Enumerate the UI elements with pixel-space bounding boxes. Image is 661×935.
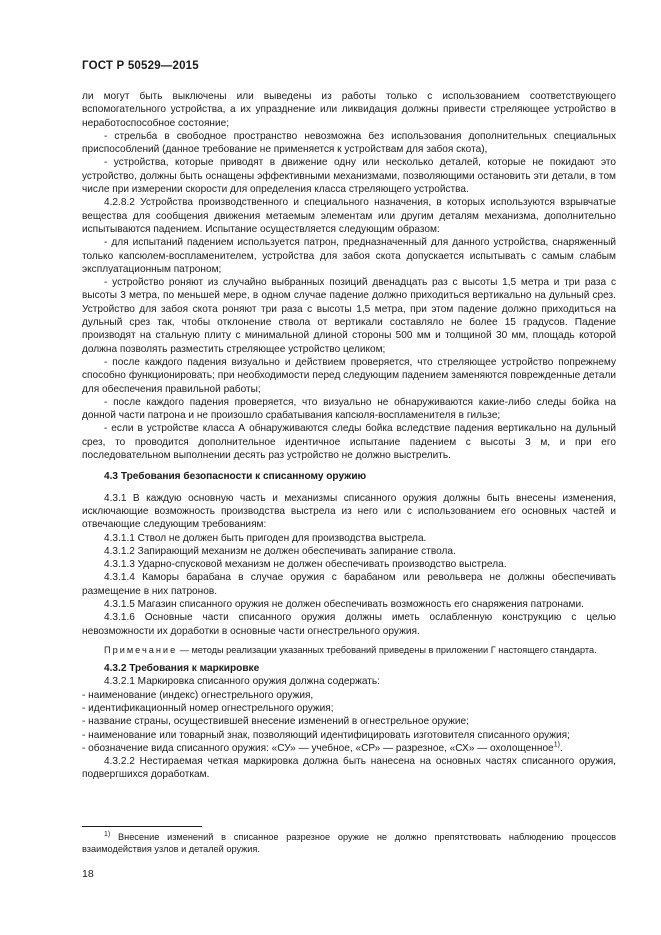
list-item: - для испытаний падением используется патрон, предназначенный для данного устройства, снаряженный только капсюлем-воспламенителем, устройства для забоя скота допускается испытывать с самым слабым эксплуатационным патроном; — [82, 237, 616, 275]
list-item: - если в устройстве класса А обнаруживаются следы бойка вследствие падения вертикально на дульный срез, то проводится дополнительное идентичное испытание падением с высоты 3 м, и при его последовательном выполнении десять раз устройство не должно выстрелить. — [82, 423, 616, 462]
document-body — [82, 90, 616, 782]
list-item: - наименование или товарный знак, позволяющий идентифицировать изготовителя списанного оружия; — [82, 729, 570, 741]
list-item — [82, 742, 616, 755]
paragraph: ли могут быть выключены или выведены из работы только с использованием соответствующего вспомогательного устройства, а их упразднение или ликвидация должны привести стреляющее устройство в неработоспособное состояние; — [82, 91, 616, 129]
list-item: - стрельба в свободное пространство невозможна без использования дополнительных специальных приспособлений (данное требование не применяется к устройствам для забоя скота), — [82, 130, 616, 156]
paragraph-4-3-1-6: 4.3.1.6 Основные части списанного оружия должны иметь ослабленную конструкцию с целью невозможности их доработки в основные части огнестрельного оружия. — [82, 612, 616, 637]
list-item-text: - обозначение вида списанного оружия: «СУ» — учебное, «СР» — разрезное, «СХ» — охолощенное — [82, 742, 554, 754]
list-item: - после каждого падения проверяется, что визуально не обнаруживаются какие-либо следы бойка на донной части патрона и не произошло срабатывания капсюля-воспламенителя в гильзе; — [82, 396, 616, 422]
list-item: - название страны, осуществившей внесение изменений в огнестрельное оружие; — [82, 716, 469, 728]
section-heading-4-3: 4.3 Требования безопасности к списанному оружию — [104, 471, 367, 483]
footnote — [82, 831, 616, 855]
footnote-divider — [82, 826, 202, 827]
list-item: - устройства, которые приводят в движение одну или несколько деталей, которые не покидают это устройство, должны быть оснащены эффективными механизмами, позволяющими остановить эти детали, в том числе при измерении скорости для определения класса стреляющего устройства. — [82, 157, 616, 196]
paragraph-4-2-8-2: 4.2.8.2 Устройства производственного и специального назначения, в которых используются взрывчатые вещества для сообщения движения метаемым элементам или другим деталям механизма, дополнительно испытываются падением. Испытание осуществляется следующим образом: — [82, 197, 616, 235]
page-number: 18 — [82, 868, 94, 880]
list-item: - устройство роняют из случайно выбранных позиций двенадцать раз с высоты 1,5 метра и три раза с высоты 3 метра, по меньшей мере, в одном случае падение должно приходиться вертикально на дульный срез. Устройство для забоя скота роняют три раза с высоты 1,5 метра, при этом падение должно приходиться на дульный срез так, чтобы отклонение ствола от вертикали составляло не более 15 градусов. Падение производят на стальную плиту с минимальной длиной стороны 500 мм и толщиной 30 мм, площадь которой должна позволять разместить стреляющее устройство целиком; — [82, 277, 616, 355]
footnote-mark: 1) — [104, 830, 111, 838]
paragraph-4-3-2-2: 4.3.2.2 Нестираемая четкая маркировка должна быть нанесена на основных частях списанного оружия, подвергшихся доработкам. — [82, 756, 616, 781]
paragraph-4-3-1-4: 4.3.1.4 Каморы барабана в случае оружия с барабаном или револьвера не должны обеспечивать размещение в них патронов. — [82, 572, 616, 597]
paragraph-4-3-1-3: 4.3.1.3 Ударно-спусковой механизм не должен обеспечивать производство выстрела. — [104, 559, 507, 571]
note-label: Примечание — [104, 644, 178, 655]
footnote-text: Внесение изменений в списанное разрезное оружие не должно препятствовать наблюдению процессов взаимодействия узлов и деталей оружия. — [82, 832, 616, 855]
paragraph-4-3-2-1: 4.3.2.1 Маркировка списанного оружия должна содержать: — [104, 676, 380, 688]
list-item: - наименование (индекс) огнестрельного оружия, — [82, 689, 314, 701]
footnote-ref: 1) — [553, 741, 560, 749]
document-header: ГОСТ Р 50529—2015 — [82, 60, 199, 72]
note-text: — методы реализации указанных требований приведены в приложении Г настоящего стандарта. — [177, 644, 597, 655]
paragraph-4-3-1: 4.3.1 В каждую основную часть и механизмы списанного оружия должны быть внесены изменения, исключающие возможность производства выстрела из него или с использованием его основных частей и отвечающие следующим требованиям: — [82, 492, 616, 531]
list-item: - идентификационный номер огнестрельного оружия; — [82, 702, 334, 714]
paragraph-4-3-1-1: 4.3.1.1 Ствол не должен быть пригоден для производства выстрела. — [104, 532, 427, 544]
paragraph-4-3-1-2: 4.3.1.2 Запирающий механизм не должен обеспечивать запирание ствола. — [104, 545, 456, 557]
note — [82, 644, 616, 656]
list-item: - после каждого падения визуально и действием проверяется, что стреляющее устройство попрежнему способно функционировать; при необходимости перед следующим падением заменяются поврежденные детали для обеспечения правильной работы; — [82, 356, 616, 395]
list-item-end: . — [559, 742, 563, 754]
paragraph-4-3-1-5: 4.3.1.5 Магазин списанного оружия не должен обеспечивать возможность его снаряжения патронами. — [104, 598, 584, 610]
section-heading-4-3-2: 4.3.2 Требования к маркировке — [104, 663, 260, 675]
